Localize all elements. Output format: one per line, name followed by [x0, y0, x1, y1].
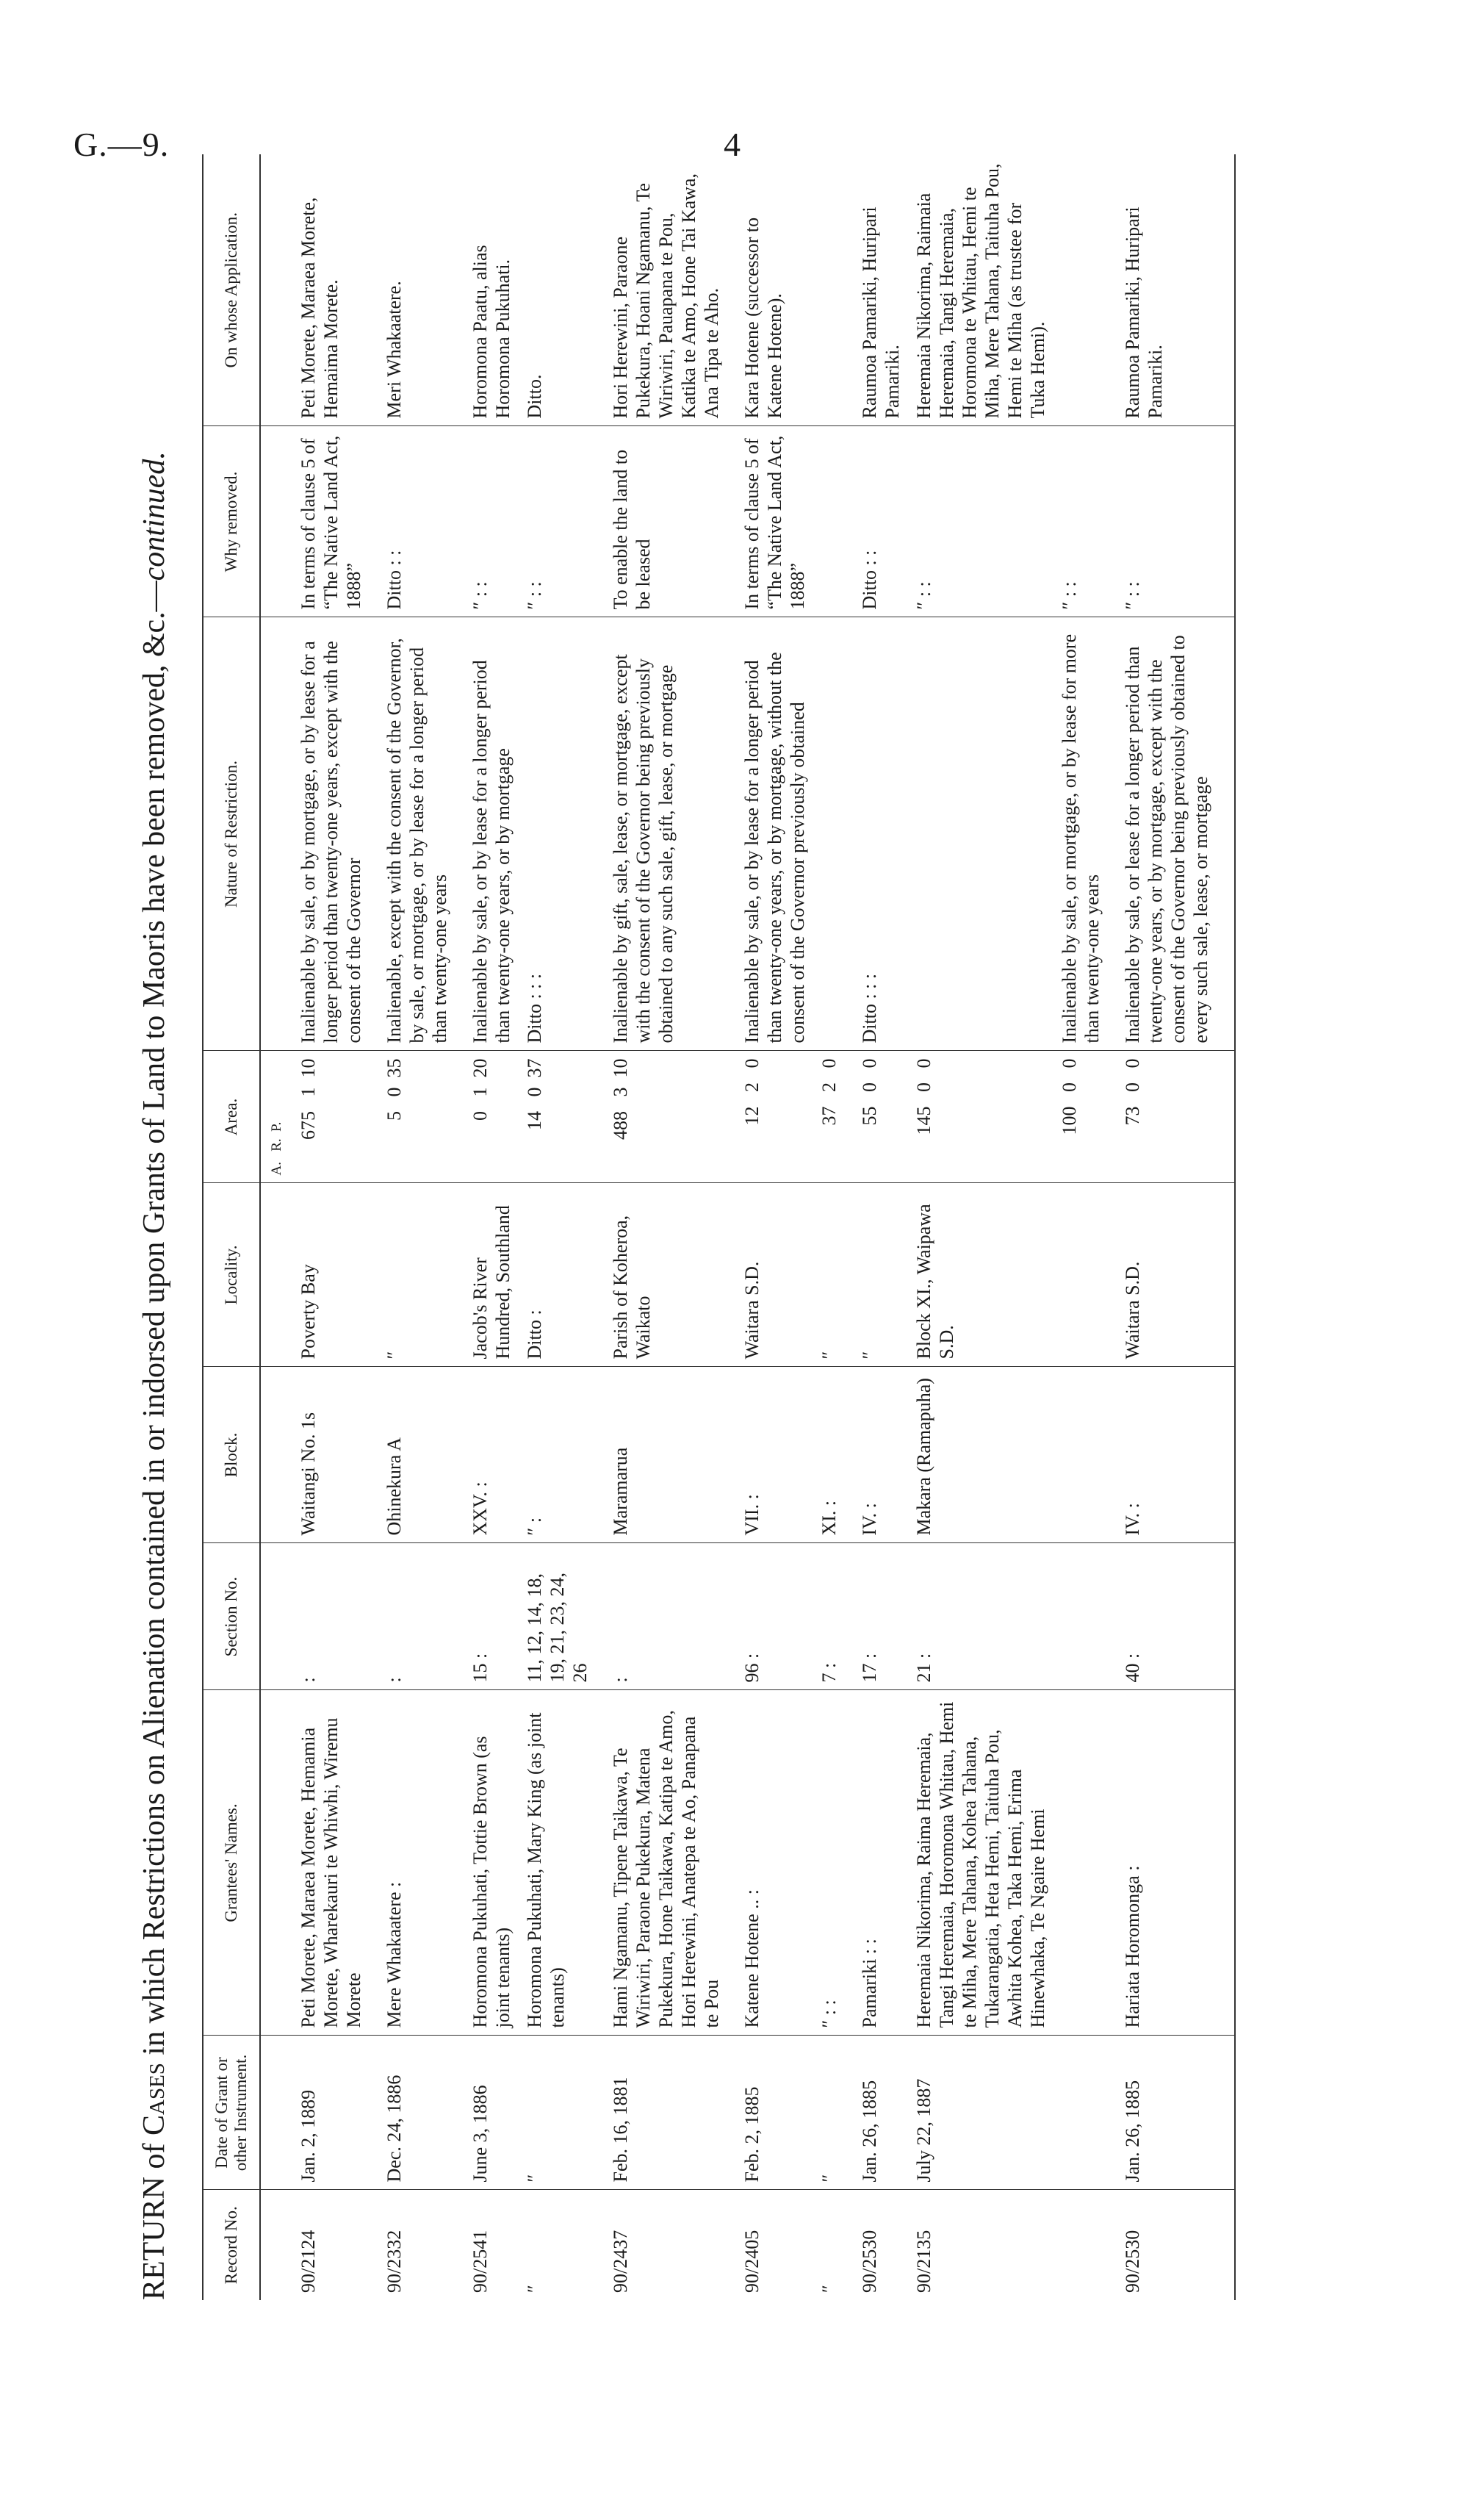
- grant-date: Jan. 26, 1885: [1108, 2036, 1235, 2190]
- section-no: :: [370, 1543, 455, 1690]
- record-no: 90/2437: [610, 2230, 631, 2293]
- grant-date: Jan. 2, 1889: [292, 2036, 370, 2190]
- locality: ″: [813, 1183, 845, 1367]
- table-row: [813, 154, 845, 2300]
- applicant: Ditto.: [519, 154, 596, 426]
- section-no: 15 :: [455, 1543, 519, 1690]
- section-no: 40 :: [1108, 1543, 1235, 1690]
- table-row: [727, 154, 813, 2300]
- area: 145 0 0: [908, 1051, 1053, 1183]
- col-area: [203, 1051, 260, 1183]
- block: XI. :: [813, 1367, 845, 1543]
- section-no: :: [292, 1543, 370, 1690]
- section-no: 21 :: [908, 1543, 1053, 1690]
- area: 488 3 10: [596, 1051, 727, 1183]
- area: 73 0 0: [1108, 1051, 1235, 1183]
- record-no: ″: [818, 2285, 840, 2293]
- grantees: Heremaia Nikorima, Raima Heremaia, Tangi Heremaia, Horomona Whitau, Hemi te Miha, Mere Tahana, Kohea Tahana, Tukarangatia, Heta Hemi, Taituha Pou, Awhita Kohea, Taka Hemi, Erima Hinewhaka, Te Ngaire Hemi: [908, 1690, 1053, 2036]
- block: ″ :: [519, 1367, 596, 1543]
- area: 0 1 20: [455, 1051, 519, 1183]
- applicant: [813, 154, 845, 426]
- area: 675 1 10: [292, 1051, 370, 1183]
- rotated-return-table-sheet: [125, 154, 1418, 2300]
- applicant: [1053, 154, 1108, 426]
- col-grantees: Grantees' Names.: [203, 1690, 260, 2036]
- locality: Block XI., Waipawa S.D.: [908, 1183, 1053, 1367]
- grantees: Katene Hotene .. :: [727, 1690, 813, 2036]
- applicant: Meri Whakaatere.: [370, 154, 455, 426]
- block: XXV. :: [455, 1367, 519, 1543]
- applicant: Peti Morete, Maraea Morete, Hemaima Morete.: [292, 154, 370, 426]
- header-row: [203, 154, 260, 2300]
- record-no: 90/2530: [1108, 2190, 1235, 2300]
- nature-of-restriction: Inalienable by sale, or mortgage, or by lease for more than twenty-one years: [1053, 617, 1108, 1051]
- locality: ″: [845, 1183, 908, 1367]
- block: Makara (Ramapuha): [908, 1367, 1053, 1543]
- table-row: [596, 154, 727, 2300]
- grant-date: Jan. 26, 1885: [845, 2036, 908, 2190]
- title-body: in which Restrictions on Alienation contained in or indorsed upon Grants of Land to Maoris have been removed, &c.—: [137, 581, 171, 2055]
- grant-date: June 3, 1886: [455, 2036, 519, 2190]
- record-no: [1053, 2190, 1108, 2300]
- title-cases: Cases: [137, 2063, 171, 2136]
- section-no: 17 :: [845, 1543, 908, 1690]
- area: 100 0 0: [1053, 1051, 1108, 1183]
- grant-date: Feb. 16, 1881: [596, 2036, 727, 2190]
- col-applicant: On whose Application.: [203, 154, 260, 426]
- return-title: [125, 154, 184, 2300]
- col-section: Section No.: [203, 1543, 260, 1690]
- table-row: [455, 154, 519, 2300]
- grant-date: [1053, 2036, 1108, 2190]
- locality: [1053, 1183, 1108, 1367]
- nature-of-restriction: [813, 617, 845, 1051]
- why-removed: ″ : :: [1053, 426, 1108, 617]
- why-removed: ″ : :: [1108, 426, 1235, 617]
- nature-of-restriction: Ditto : : :: [519, 617, 596, 1051]
- table-row: [519, 154, 596, 2300]
- record-no: 90/2135: [913, 2230, 934, 2293]
- return-table-wrapper: [202, 154, 1236, 2300]
- why-removed: Ditto : :: [845, 426, 908, 617]
- grantees: Hariata Horomonga :: [1108, 1690, 1235, 2036]
- nature-of-restriction: Inalienable by sale, or lease for a longer period than twenty-one years, or by mortgage, except with the consent of the Governor being previously obtained to every such sale, lease, or mortgage: [1108, 617, 1235, 1051]
- return-table: [202, 154, 1236, 2300]
- table-row: [1053, 154, 1108, 2300]
- why-removed: In terms of clause 5 of “The Native Land Act, 1888”: [292, 426, 370, 617]
- col-why: Why removed.: [203, 426, 260, 617]
- col-record-no: Record No.: [203, 2190, 260, 2300]
- grant-date: ″: [813, 2036, 845, 2190]
- table-row: [292, 154, 370, 2300]
- block: IV. :: [1108, 1367, 1235, 1543]
- col-nature: Nature of Restriction.: [203, 617, 260, 1051]
- record-no: 90/2124: [298, 2230, 319, 2293]
- applicant: Kara Hotene (successor to Katene Hotene).: [727, 154, 813, 426]
- record-no: 90/2530: [859, 2230, 880, 2293]
- col-block: Block.: [203, 1367, 260, 1543]
- nature-of-restriction: Inalienable by sale, or by lease for a longer period than twenty-one years, or by mortgage: [455, 617, 519, 1051]
- area: 5 0 35: [370, 1051, 455, 1183]
- area: 12 2 0: [727, 1051, 813, 1183]
- col-area-label: Area.: [222, 1098, 240, 1136]
- document-reference: G.—9.: [73, 126, 170, 163]
- section-no: 7 :: [813, 1543, 845, 1690]
- page-number: 4: [724, 126, 741, 163]
- nature-of-restriction: Inalienable by sale, or by mortgage, or by lease for a longer period than twenty-one years, except with the consent of the Governor: [292, 617, 370, 1051]
- block: IV. :: [845, 1367, 908, 1543]
- locality: ″: [370, 1183, 455, 1367]
- why-removed: ″ : :: [455, 426, 519, 617]
- col-locality: Locality.: [203, 1183, 260, 1367]
- nature-of-restriction: Ditto : : :: [845, 617, 908, 1051]
- grantees: Horomona Pukuhati, Tottie Brown (as joint tenants): [455, 1690, 519, 2036]
- applicant: Raumoa Pamariki, Huripari Pamariki.: [845, 154, 908, 426]
- why-removed: [813, 426, 845, 617]
- area: 14 0 37: [519, 1051, 596, 1183]
- block: Ohinekura A: [370, 1367, 455, 1543]
- table-row: [370, 154, 455, 2300]
- section-no: 96 :: [727, 1543, 813, 1690]
- area: 55 0 0: [845, 1051, 908, 1183]
- grant-date: July 22, 1887: [908, 2036, 1053, 2190]
- record-no: ″: [524, 2285, 545, 2293]
- block: VII. :: [727, 1367, 813, 1543]
- grantees: Pamariki : :: [845, 1690, 908, 2036]
- area-units-row: [260, 154, 292, 2300]
- locality: Waitara S.D.: [727, 1183, 813, 1367]
- grantees: Peti Morete, Maraea Morete, Hemamia Morete, Wharekauri te Whiwhi, Wiremu Morete: [292, 1690, 370, 2036]
- table-row: [1108, 154, 1235, 2300]
- locality: Jacob's River Hundred, Southland: [455, 1183, 519, 1367]
- grantees: Hami Ngamanu, Tipene Taikawa, Te Wiriwiri, Paraone Pukekura, Matena Pukekura, Hone Taikawa, Katipa te Amo, Hori Herewini, Anatepa te Ao, Panapana te Pou: [596, 1690, 727, 2036]
- locality: Ditto :: [519, 1183, 596, 1367]
- section-no: :: [596, 1543, 727, 1690]
- section-no: 11, 12, 14, 18, 19, 21, 23, 24, 26: [519, 1543, 596, 1690]
- why-removed: ″ : :: [908, 426, 1053, 617]
- why-removed: In terms of clause 5 of “The Native Land Act, 1888”: [727, 426, 813, 617]
- locality: Poverty Bay: [292, 1183, 370, 1367]
- applicant: Hori Herewini, Paraone Pukekura, Hoani Ngamanu, Te Wiriwiri, Pauapana te Pou, Katika te Amo, Hone Tai Kawa, Ana Tipa te Aho.: [596, 154, 727, 426]
- block: [1053, 1367, 1108, 1543]
- nature-of-restriction: Inalienable by sale, or by lease for a longer period than twenty-one years, or by mortgage, without the consent of the Governor previously obtained: [727, 617, 813, 1051]
- block: Waitangi No. 1s: [292, 1367, 370, 1543]
- record-no: 90/2541: [469, 2230, 491, 2293]
- table-row: [845, 154, 908, 2300]
- grant-date: Feb. 2, 1885: [727, 2036, 813, 2190]
- grant-date: Dec. 24, 1886: [370, 2036, 455, 2190]
- why-removed: ″ : :: [519, 426, 596, 617]
- grant-date: ″: [519, 2036, 596, 2190]
- record-no: 90/2405: [741, 2230, 763, 2293]
- locality: Parish of Koheroa, Waikato: [596, 1183, 727, 1367]
- area-units: A. R. P.: [269, 1121, 284, 1176]
- why-removed: To enable the land to be leased: [596, 426, 727, 617]
- nature-of-restriction: [908, 617, 1053, 1051]
- applicant: Heremaia Nikorima, Raimaia Heremaia, Tangi Heremaia, Horomona te Whitau, Hemi te Miha, Mere Tahana, Taituha Pou, Hemi te Miha (as trustee for Tuka Hemi).: [908, 154, 1053, 426]
- block: Maramarua: [596, 1367, 727, 1543]
- col-date: Date of Grant or other Instrument.: [203, 2036, 260, 2190]
- title-prefix: RETURN of: [137, 2143, 171, 2300]
- area: 37 2 0: [813, 1051, 845, 1183]
- table-row: [908, 154, 1053, 2300]
- title-continued: continued.: [137, 451, 171, 581]
- grantees: [1053, 1690, 1108, 2036]
- applicant: Raumoa Pamariki, Huripari Pamariki.: [1108, 154, 1235, 426]
- grantees: Mere Whakaatere :: [370, 1690, 455, 2036]
- grantees: ″ : :: [813, 1690, 845, 2036]
- grantees: Horomona Pukuhati, Mary King (as joint tenants): [519, 1690, 596, 2036]
- record-no: 90/2332: [383, 2230, 405, 2293]
- why-removed: Ditto : :: [370, 426, 455, 617]
- section-no: [1053, 1543, 1108, 1690]
- applicant: Horomona Paatu, alias Horomona Pukuhati.: [455, 154, 519, 426]
- nature-of-restriction: Inalienable, except with the consent of the Governor, by sale, or mortgage, or by lease for a longer period than twenty-one years: [370, 617, 455, 1051]
- locality: Waitara S.D.: [1108, 1183, 1235, 1367]
- nature-of-restriction: Inalienable by gift, sale, lease, or mortgage, except with the consent of the Governor being previously obtained to any such sale, gift, lease, or mortgage: [596, 617, 727, 1051]
